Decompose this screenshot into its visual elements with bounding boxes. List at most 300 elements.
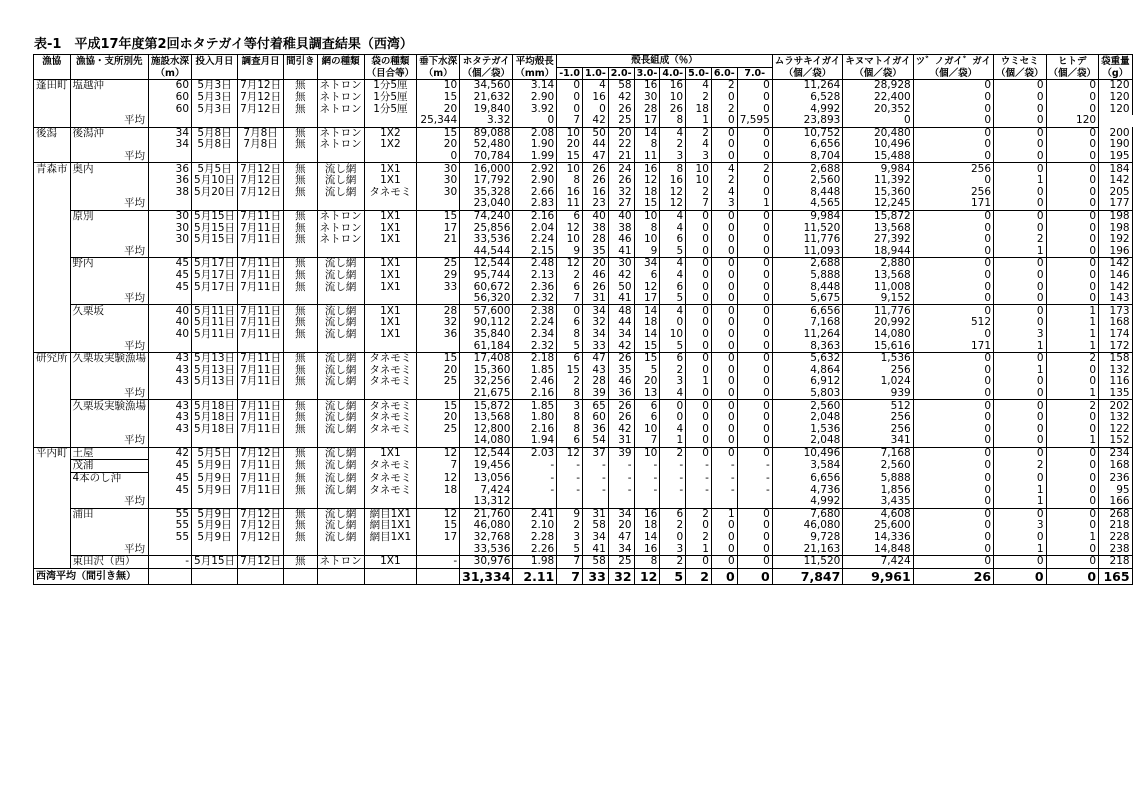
table-cell: 5,888 (843, 472, 913, 484)
table-cell: 26 (608, 352, 634, 364)
table-cell: 11 (557, 198, 583, 210)
table-cell: 0 (913, 496, 993, 508)
header-cell-bin: 2.0- (608, 67, 634, 80)
table-cell: 202 (1099, 400, 1133, 412)
table-cell: 25,856 (460, 222, 513, 234)
average-label: 平均 (70, 151, 149, 163)
table-cell: 174 (1099, 329, 1133, 341)
table-cell: 0 (994, 115, 1047, 127)
table-cell: 27 (608, 198, 634, 210)
table-cell: 35,328 (460, 187, 513, 199)
table-cell: 2.90 (513, 92, 557, 104)
table-row (34, 305, 1133, 317)
table-cell: 132 (1099, 412, 1133, 424)
table-cell: 0 (994, 92, 1047, 104)
table-cell (317, 543, 364, 555)
table-cell: 7月12日 (238, 92, 284, 104)
table-cell: 198 (1099, 210, 1133, 222)
table-cell: 0 (1046, 472, 1099, 484)
table-cell: 2.32 (513, 340, 557, 352)
table-cell: - (686, 460, 712, 473)
table-cell: 0 (994, 80, 1047, 92)
average-row (34, 246, 1133, 258)
table-cell: 研究所 (34, 352, 71, 364)
table-cell: 30 (608, 258, 634, 270)
table-cell: 14,336 (843, 532, 913, 544)
table-cell: 12 (634, 175, 660, 187)
table-cell: 16 (557, 187, 583, 199)
table-cell: 44,544 (460, 246, 513, 258)
table-cell: 10,752 (772, 127, 843, 139)
table-cell: 網目1X1 (364, 520, 417, 532)
table-cell: 0 (711, 364, 737, 376)
table-cell: 7月11日 (238, 376, 284, 388)
table-cell: 15 (417, 400, 460, 412)
header-cell (70, 67, 149, 80)
table-cell: 0 (1046, 210, 1099, 222)
table-cell: 0 (737, 376, 772, 388)
table-cell: 47 (583, 151, 609, 163)
table-cell: 0 (737, 246, 772, 258)
table-cell: タネモミ (364, 460, 417, 473)
table-row (34, 400, 1133, 412)
table-cell: 10 (660, 329, 686, 341)
table-cell: - (557, 460, 583, 473)
table-cell: 2 (557, 376, 583, 388)
table-cell: 16 (634, 163, 660, 175)
table-cell: 17 (634, 115, 660, 127)
table-cell: 0 (737, 532, 772, 544)
table-cell: 25,600 (843, 520, 913, 532)
table-cell: 35 (608, 364, 634, 376)
table-cell: 45 (149, 472, 192, 484)
table-cell: 5月9日 (192, 508, 238, 520)
table-cell: 0 (686, 340, 712, 352)
table-cell: 0 (994, 127, 1047, 139)
table-cell: 37 (583, 447, 609, 460)
table-cell: 0 (1046, 163, 1099, 175)
table-cell: 15,488 (843, 151, 913, 163)
table-cell: 7月11日 (238, 258, 284, 270)
table-cell: 0 (1046, 234, 1099, 246)
table-cell: 6 (660, 352, 686, 364)
table-cell: 34 (583, 532, 609, 544)
table-cell: ネトロン (317, 210, 364, 222)
table-cell: 12 (557, 447, 583, 460)
table-cell: 10,496 (843, 139, 913, 151)
table-cell: タネモミ (364, 472, 417, 484)
table-cell: 1,536 (843, 352, 913, 364)
table-cell: 0 (1046, 520, 1099, 532)
table-cell: 4 (686, 80, 712, 92)
table-cell: ネトロン (317, 555, 364, 568)
table-cell: 2 (557, 520, 583, 532)
table-cell: 4 (660, 270, 686, 282)
table-cell: 0 (737, 364, 772, 376)
table-cell: 6 (557, 210, 583, 222)
table-cell: 0 (1046, 222, 1099, 234)
table-cell (238, 543, 284, 555)
table-cell: 流し網 (317, 329, 364, 341)
table-cell: 152 (1099, 435, 1133, 447)
table-cell: 7月11日 (238, 270, 284, 282)
table-cell: 256 (843, 412, 913, 424)
header-row (34, 55, 1133, 68)
table-cell (192, 435, 238, 447)
table-cell (317, 246, 364, 258)
table-cell: 2.10 (513, 520, 557, 532)
table-cell: 無 (284, 352, 318, 364)
table-cell: 3 (557, 400, 583, 412)
table-cell: 0 (913, 447, 993, 460)
table-cell: 2.24 (513, 317, 557, 329)
table-cell: 2.90 (513, 175, 557, 187)
table-cell: 120 (1099, 80, 1133, 92)
table-cell: 26 (583, 163, 609, 175)
table-cell (238, 496, 284, 508)
header-cell: ホタテガイ (460, 55, 513, 68)
table-cell: 0 (1046, 151, 1099, 163)
table-cell: - (513, 472, 557, 484)
total-cell: 26 (913, 568, 993, 584)
table-cell (364, 198, 417, 210)
table-cell: 0 (557, 92, 583, 104)
table-cell: 20 (583, 258, 609, 270)
table-row (34, 127, 1133, 139)
table-cell (34, 115, 71, 127)
table-cell: 0 (686, 555, 712, 568)
table-cell: 6,656 (772, 139, 843, 151)
table-cell: 2 (660, 447, 686, 460)
table-cell: 2.41 (513, 508, 557, 520)
table-cell: 無 (284, 92, 318, 104)
table-cell: 42 (608, 92, 634, 104)
table-cell (364, 388, 417, 400)
table-cell: 0 (994, 293, 1047, 305)
table-cell: 0 (913, 400, 993, 412)
table-cell: 65 (583, 400, 609, 412)
table-cell: - (608, 472, 634, 484)
table-cell: 7月12日 (238, 508, 284, 520)
table-cell (417, 388, 460, 400)
header-cell: （mm） (513, 67, 557, 80)
table-cell: 20,992 (843, 317, 913, 329)
table-cell: 32,256 (460, 376, 513, 388)
table-cell: - (737, 460, 772, 473)
table-cell: 2 (711, 103, 737, 115)
table-cell: 2.18 (513, 352, 557, 364)
table-cell: 0 (737, 388, 772, 400)
table-cell: 268 (1099, 508, 1133, 520)
table-cell: 7月11日 (238, 472, 284, 484)
table-cell: 146 (1099, 270, 1133, 282)
table-cell: 6,656 (772, 472, 843, 484)
table-cell: タネモミ (364, 364, 417, 376)
table-cell (317, 151, 364, 163)
table-cell: 0 (1046, 198, 1099, 210)
table-row (34, 376, 1133, 388)
average-row (34, 115, 1133, 127)
header-cell: キヌマトイガイ (843, 55, 913, 68)
table-cell: 2.38 (513, 305, 557, 317)
table-cell (417, 568, 460, 584)
table-cell (70, 139, 149, 151)
table-cell (149, 246, 192, 258)
table-cell: 0 (994, 281, 1047, 293)
table-cell: 2 (660, 139, 686, 151)
header-cell-size-composition: 殻長組成（％） (557, 55, 773, 68)
table-cell: 26 (660, 103, 686, 115)
table-cell: - (660, 460, 686, 473)
table-cell (317, 388, 364, 400)
table-cell: 6 (634, 412, 660, 424)
header-cell: 網の種類 (317, 55, 364, 68)
table-cell: 16 (583, 92, 609, 104)
table-cell: 0 (913, 305, 993, 317)
table-cell: 無 (284, 400, 318, 412)
table-cell: 0 (711, 340, 737, 352)
table-cell: 31 (608, 435, 634, 447)
table-cell: 184 (1099, 163, 1133, 175)
table-cell: - (583, 460, 609, 473)
table-cell: 3.14 (513, 80, 557, 92)
table-cell: 2 (711, 175, 737, 187)
table-cell (34, 520, 71, 532)
table-cell: 1 (994, 246, 1047, 258)
table-cell: 流し網 (317, 460, 364, 473)
table-cell: - (634, 460, 660, 473)
table-cell (238, 246, 284, 258)
table-cell: 0 (994, 555, 1047, 568)
average-row (34, 435, 1133, 447)
table-cell: 236 (1099, 472, 1133, 484)
table-cell: 8 (634, 555, 660, 568)
table-cell: 7月11日 (238, 281, 284, 293)
table-cell: 20,352 (843, 103, 913, 115)
table-cell: 18,944 (843, 246, 913, 258)
table-cell: 195 (1099, 151, 1133, 163)
table-cell: 1X1 (364, 555, 417, 568)
table-cell: 4 (711, 163, 737, 175)
table-cell: 0 (686, 364, 712, 376)
table-cell (34, 543, 71, 555)
table-cell: 2.15 (513, 246, 557, 258)
table-cell: 0 (711, 293, 737, 305)
table-cell (70, 92, 149, 104)
header-cell: （個／袋） (460, 67, 513, 80)
table-cell: 33,536 (460, 543, 513, 555)
table-cell (34, 139, 71, 151)
table-cell: 野内 (70, 258, 149, 270)
table-cell: 5 (557, 543, 583, 555)
table-cell (417, 198, 460, 210)
table-cell: 11,776 (843, 305, 913, 317)
table-cell: 0 (711, 400, 737, 412)
table-cell: 4,565 (772, 198, 843, 210)
table-cell: 17,408 (460, 352, 513, 364)
table-cell (284, 388, 318, 400)
table-cell: 61,184 (460, 340, 513, 352)
table-cell: 3,435 (843, 496, 913, 508)
table-cell: 3,584 (772, 460, 843, 473)
table-cell: 31 (583, 508, 609, 520)
table-cell: 8,704 (772, 151, 843, 163)
table-cell: 116 (1099, 376, 1133, 388)
table-cell: 1X1 (364, 270, 417, 282)
table-cell: 1X2 (364, 139, 417, 151)
table-cell: 2.32 (513, 293, 557, 305)
table-cell: 4 (660, 258, 686, 270)
table-cell: 0 (711, 92, 737, 104)
table-cell: 34 (149, 139, 192, 151)
table-cell (192, 115, 238, 127)
table-cell: 4 (660, 305, 686, 317)
table-cell: 0 (737, 412, 772, 424)
table-cell: 0 (737, 317, 772, 329)
table-cell: 18 (634, 187, 660, 199)
table-cell: 32 (608, 187, 634, 199)
average-row (34, 388, 1133, 400)
table-cell: 25 (417, 376, 460, 388)
table-cell: 4本のし沖 (70, 472, 149, 484)
table-cell: 34 (583, 305, 609, 317)
table-cell: 0 (737, 234, 772, 246)
table-cell: 40 (608, 210, 634, 222)
table-cell: 1 (711, 508, 737, 520)
table-row (34, 317, 1133, 329)
table-row (34, 447, 1133, 460)
table-cell: 30 (149, 210, 192, 222)
table-cell: 流し網 (317, 163, 364, 175)
table-cell: 13,568 (843, 222, 913, 234)
table-cell: 0 (711, 376, 737, 388)
table-cell: - (711, 472, 737, 484)
table-cell: 1X1 (364, 329, 417, 341)
table-cell: 7月11日 (238, 484, 284, 496)
table-cell: 0 (737, 329, 772, 341)
table-cell: 10 (660, 92, 686, 104)
table-cell (238, 151, 284, 163)
table-cell: 5月18日 (192, 412, 238, 424)
table-cell: - (608, 484, 634, 496)
table-cell (192, 496, 238, 508)
table-cell (70, 234, 149, 246)
header-cell (34, 67, 71, 80)
table-cell: 5月20日 (192, 187, 238, 199)
table-cell: 2 (737, 163, 772, 175)
table-cell: 茂浦 (70, 460, 149, 473)
table-cell: 47 (608, 532, 634, 544)
table-cell: 2.66 (513, 187, 557, 199)
table-cell: 無 (284, 329, 318, 341)
table-cell: 0 (711, 139, 737, 151)
table-cell: 0 (711, 543, 737, 555)
table-cell: 143 (1099, 293, 1133, 305)
table-cell: 0 (994, 103, 1047, 115)
table-cell: 8,448 (772, 281, 843, 293)
table-cell: 13,312 (460, 496, 513, 508)
table-cell: 20 (557, 139, 583, 151)
table-cell: 0 (913, 555, 993, 568)
table-cell (238, 435, 284, 447)
table-cell: 流し網 (317, 317, 364, 329)
table-cell (417, 543, 460, 555)
table-cell: 20 (417, 364, 460, 376)
header-cell: 漁協・支所別先 (70, 55, 149, 68)
table-cell: タネモミ (364, 423, 417, 435)
table-cell: 6,656 (772, 305, 843, 317)
table-cell: 23,893 (772, 115, 843, 127)
table-cell: 0 (913, 293, 993, 305)
table-cell: 142 (1099, 175, 1133, 187)
table-cell: - (711, 460, 737, 473)
table-cell: 5月17日 (192, 258, 238, 270)
table-cell: 25 (417, 258, 460, 270)
table-cell: 142 (1099, 258, 1133, 270)
table-cell: 1X1 (364, 234, 417, 246)
table-cell: 30 (149, 234, 192, 246)
table-cell (149, 115, 192, 127)
table-cell (34, 555, 71, 568)
table-cell: 10 (557, 163, 583, 175)
table-cell: 38 (149, 187, 192, 199)
table-cell: 0 (994, 388, 1047, 400)
table-cell: 4 (583, 80, 609, 92)
table-cell: 10 (686, 163, 712, 175)
table-cell: 1 (686, 115, 712, 127)
header-cell-bin: 4.0- (660, 67, 686, 80)
table-cell: 0 (994, 187, 1047, 199)
table-cell: 流し網 (317, 423, 364, 435)
table-cell: 48 (608, 305, 634, 317)
table-cell: 7 (686, 198, 712, 210)
table-cell: 4 (686, 139, 712, 151)
total-cell: 0 (1046, 568, 1099, 584)
table-cell: 45 (149, 281, 192, 293)
table-cell: 0 (557, 80, 583, 92)
table-cell: タネモミ (364, 484, 417, 496)
table-cell (417, 435, 460, 447)
table-cell: 90,112 (460, 317, 513, 329)
table-cell: 25,344 (417, 115, 460, 127)
table-cell: 234 (1099, 447, 1133, 460)
table-cell: 1 (1046, 317, 1099, 329)
table-cell: 1分5厘 (364, 92, 417, 104)
table-cell: 33,536 (460, 234, 513, 246)
table-cell: 5月11日 (192, 317, 238, 329)
table-cell: 後潟沖 (70, 127, 149, 139)
table-cell: 9,984 (843, 163, 913, 175)
table-cell: 14 (634, 127, 660, 139)
table-cell: 6 (660, 508, 686, 520)
table-cell (238, 198, 284, 210)
table-cell: 25 (417, 423, 460, 435)
table-cell: 久栗坂 (70, 305, 149, 317)
table-cell: 50 (583, 127, 609, 139)
table-cell: 0 (686, 270, 712, 282)
table-cell: 0 (711, 532, 737, 544)
table-cell: 0 (994, 139, 1047, 151)
table-cell: 5月9日 (192, 520, 238, 532)
table-cell: 8 (557, 329, 583, 341)
table-cell: 0 (737, 400, 772, 412)
table-cell: 0 (1046, 258, 1099, 270)
table-cell: 無 (284, 127, 318, 139)
table-cell: 0 (686, 423, 712, 435)
table-cell (284, 198, 318, 210)
table-cell: 36 (149, 163, 192, 175)
table-cell: 14 (634, 532, 660, 544)
